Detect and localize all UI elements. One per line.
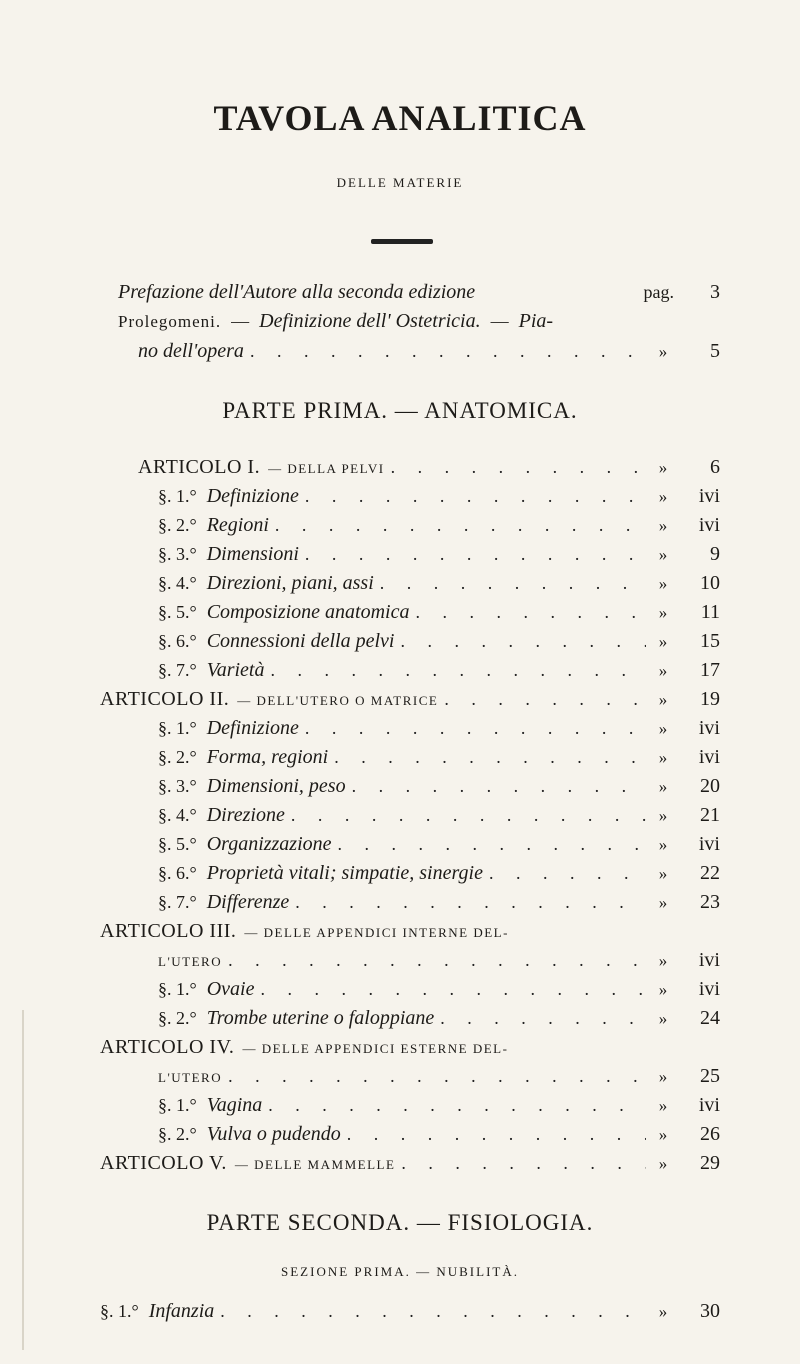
section-number: §. 6.°	[158, 631, 197, 651]
page-number: ivi	[698, 746, 720, 768]
prolegomeni-dash: —	[231, 311, 250, 331]
page-number: 11	[700, 601, 720, 623]
page-number: 22	[700, 862, 720, 884]
toc-article-5	[100, 1148, 720, 1178]
page-number: 19	[700, 688, 720, 710]
page-number: 17	[700, 659, 720, 681]
section-number: §. 4.°	[158, 573, 197, 593]
prolegomeni-text2: Pia-	[518, 310, 554, 332]
section-number: §. 2.°	[158, 1124, 197, 1144]
section-number: §. 3.°	[158, 544, 197, 564]
prolegomeni-label: Prolegomeni.	[118, 312, 222, 331]
dot-leader	[270, 655, 646, 685]
toc-article-4-cont	[158, 1061, 720, 1091]
toc-entry-prolegomeni-cont	[138, 336, 720, 366]
prolegomeni-text3: no dell'opera	[138, 340, 244, 362]
page-number: ivi	[698, 978, 720, 1000]
dot-leader	[440, 1003, 646, 1033]
ditto-mark: »	[658, 1125, 668, 1144]
item-title: Dimensioni, peso	[206, 775, 346, 797]
dot-leader	[250, 336, 646, 366]
dot-leader	[334, 742, 646, 772]
toc-item	[158, 1003, 720, 1033]
page-number: ivi	[698, 1094, 720, 1116]
toc-article-1	[138, 452, 720, 482]
toc-item	[158, 1119, 720, 1149]
toc-item	[158, 829, 720, 859]
article-label: ARTICOLO IV.	[100, 1036, 235, 1058]
preface-pag-label: pag.	[643, 282, 674, 302]
toc-item	[158, 1090, 720, 1120]
item-title: Definizione	[206, 717, 299, 739]
page-number: ivi	[698, 949, 720, 971]
prolegomeni-dash2: —	[490, 311, 509, 331]
page-number: ivi	[698, 485, 720, 507]
ditto-mark: »	[658, 719, 668, 738]
ditto-mark: »	[658, 951, 668, 970]
section-number: §. 2.°	[158, 515, 197, 535]
section-number: §. 5.°	[158, 834, 197, 854]
section-number: §. 7.°	[158, 660, 197, 680]
item-title: Trombe uterine o faloppiane	[206, 1007, 435, 1029]
ditto-mark: »	[658, 777, 668, 796]
ditto-mark: »	[658, 1096, 668, 1115]
article-title: — DELLE MAMMELLE	[234, 1157, 396, 1172]
ditto-mark: »	[658, 748, 668, 767]
page-number: 20	[700, 775, 720, 797]
toc-item	[158, 568, 720, 598]
dot-leader	[275, 510, 646, 540]
section-number: §. 1.°	[158, 486, 197, 506]
item-title: Vulva o pudendo	[206, 1123, 341, 1145]
section-number: §. 3.°	[158, 776, 197, 796]
item-title: Organizzazione	[206, 833, 332, 855]
ditto-mark: »	[658, 1009, 668, 1028]
page-title: TAVOLA ANALITICA	[213, 98, 587, 138]
item-title: Infanzia	[148, 1300, 215, 1322]
dot-leader	[295, 887, 646, 917]
section-heading: SEZIONE PRIMA. — NUBILITÀ.	[281, 1264, 519, 1279]
toc-item	[158, 887, 720, 917]
toc-item	[158, 655, 720, 685]
dot-leader	[305, 539, 646, 569]
page-number: ivi	[698, 514, 720, 536]
item-title: Varietà	[206, 659, 265, 681]
item-title: Proprietà vitali; simpatie, sinergie	[206, 862, 483, 884]
ditto-mark: »	[658, 835, 668, 854]
toc-item	[158, 510, 720, 540]
section-number: §. 1.°	[158, 718, 197, 738]
toc-entry-preface	[118, 277, 720, 307]
item-title: Direzioni, piani, assi	[206, 572, 374, 594]
dot-leader	[401, 1148, 646, 1178]
ditto-mark: »	[658, 1154, 668, 1173]
item-title: Differenze	[206, 891, 290, 913]
item-title: Vagina	[206, 1094, 263, 1116]
ditto-mark: »	[658, 545, 668, 564]
page-number: 29	[700, 1152, 720, 1174]
page-number: ivi	[698, 833, 720, 855]
section-number: §. 2.°	[158, 747, 197, 767]
part-one-heading: PARTE PRIMA. — ANATOMICA.	[222, 398, 578, 423]
dot-leader	[228, 945, 646, 975]
ditto-mark: »	[658, 574, 668, 593]
toc-item	[158, 597, 720, 627]
item-title: Direzione	[206, 804, 285, 826]
ditto-mark: »	[658, 980, 668, 999]
page-number: ivi	[698, 717, 720, 739]
item-title: Ovaie	[206, 978, 255, 1000]
toc-item	[158, 800, 720, 830]
toc-item	[158, 742, 720, 772]
page-edge-shadow	[22, 1010, 24, 1350]
article-title: — DELLA PELVI	[268, 461, 385, 476]
toc-item	[158, 858, 720, 888]
ditto-mark: »	[658, 1302, 668, 1321]
ditto-mark: »	[658, 864, 668, 883]
dot-leader	[347, 1119, 646, 1149]
dot-leader	[444, 684, 646, 714]
ditto-mark: »	[658, 487, 668, 506]
ditto-mark: »	[658, 458, 668, 477]
toc-article-2	[100, 684, 720, 714]
dot-leader	[400, 626, 646, 656]
page-number: 23	[700, 891, 720, 913]
dot-leader	[338, 829, 646, 859]
dot-leader	[391, 452, 646, 482]
page-number: 10	[700, 572, 720, 594]
dot-leader	[415, 597, 646, 627]
toc-item	[158, 713, 720, 743]
article-label: ARTICOLO II.	[100, 688, 230, 710]
section-number: §. 5.°	[158, 602, 197, 622]
article-title: — DELLE APPENDICI INTERNE DEL-	[244, 925, 509, 940]
ditto-mark: »	[658, 690, 668, 709]
ditto-mark: »	[658, 661, 668, 680]
page-number: 25	[700, 1065, 720, 1087]
item-title: Connessioni della pelvi	[206, 630, 395, 652]
dot-leader	[352, 771, 646, 801]
article-label: ARTICOLO V.	[100, 1152, 227, 1174]
preface-text: Prefazione dell'Autore alla seconda edizione	[118, 281, 476, 303]
item-title: Composizione anatomica	[206, 601, 410, 623]
preface-page: 3	[710, 281, 720, 303]
section-number: §. 1.°	[158, 979, 197, 999]
article-label: ARTICOLO I.	[138, 456, 261, 478]
prolegomeni-page: 5	[710, 340, 720, 362]
dot-leader	[305, 481, 646, 511]
dot-leader	[489, 858, 646, 888]
section-number: §. 2.°	[158, 1008, 197, 1028]
toc-item	[158, 539, 720, 569]
page-number: 6	[710, 456, 720, 478]
article-title: — DELLE APPENDICI ESTERNE DEL-	[242, 1041, 509, 1056]
decorative-rule	[371, 239, 433, 244]
toc-item	[158, 626, 720, 656]
section-number: §. 4.°	[158, 805, 197, 825]
dot-leader	[305, 713, 646, 743]
dot-leader	[260, 974, 646, 1004]
toc-item	[158, 974, 720, 1004]
item-title: Forma, regioni	[206, 746, 329, 768]
toc-article-4	[100, 1032, 720, 1062]
dot-leader	[268, 1090, 646, 1120]
page-number: 30	[700, 1300, 720, 1322]
prolegomeni-mark: »	[658, 342, 668, 361]
article-title-cont: L'UTERO	[158, 954, 223, 969]
page-number: 15	[700, 630, 720, 652]
toc-item	[158, 771, 720, 801]
article-title-cont: L'UTERO	[158, 1070, 223, 1085]
article-label: ARTICOLO III.	[100, 920, 237, 942]
prolegomeni-text1: Definizione dell' Ostetricia.	[259, 310, 481, 332]
page-subtitle: DELLE MATERIE	[336, 175, 464, 190]
dot-leader	[380, 568, 646, 598]
ditto-mark: »	[658, 893, 668, 912]
ditto-mark: »	[658, 632, 668, 651]
ditto-mark: »	[658, 516, 668, 535]
item-title: Definizione	[206, 485, 299, 507]
ditto-mark: »	[658, 603, 668, 622]
dot-leader	[220, 1296, 646, 1326]
article-title: — DELL'UTERO O MATRICE	[237, 693, 439, 708]
page-number: 24	[700, 1007, 720, 1029]
page-number: 21	[700, 804, 720, 826]
toc-entry-prolegomeni	[118, 306, 720, 336]
section-number: §. 6.°	[158, 863, 197, 883]
dot-leader	[228, 1061, 646, 1091]
ditto-mark: »	[658, 806, 668, 825]
item-title: Dimensioni	[206, 543, 299, 565]
section-number: §. 1.°	[158, 1095, 197, 1115]
section-number: §. 1.°	[100, 1301, 139, 1321]
ditto-mark: »	[658, 1067, 668, 1086]
part-two-heading: PARTE SECONDA. — FISIOLOGIA.	[206, 1210, 594, 1235]
dot-leader	[291, 800, 646, 830]
toc-item	[100, 1296, 720, 1326]
toc-article-3	[100, 916, 720, 946]
item-title: Regioni	[206, 514, 269, 536]
page-number: 9	[710, 543, 720, 565]
section-number: §. 7.°	[158, 892, 197, 912]
toc-article-3-cont	[158, 945, 720, 975]
page-number: 26	[700, 1123, 720, 1145]
toc-item	[158, 481, 720, 511]
